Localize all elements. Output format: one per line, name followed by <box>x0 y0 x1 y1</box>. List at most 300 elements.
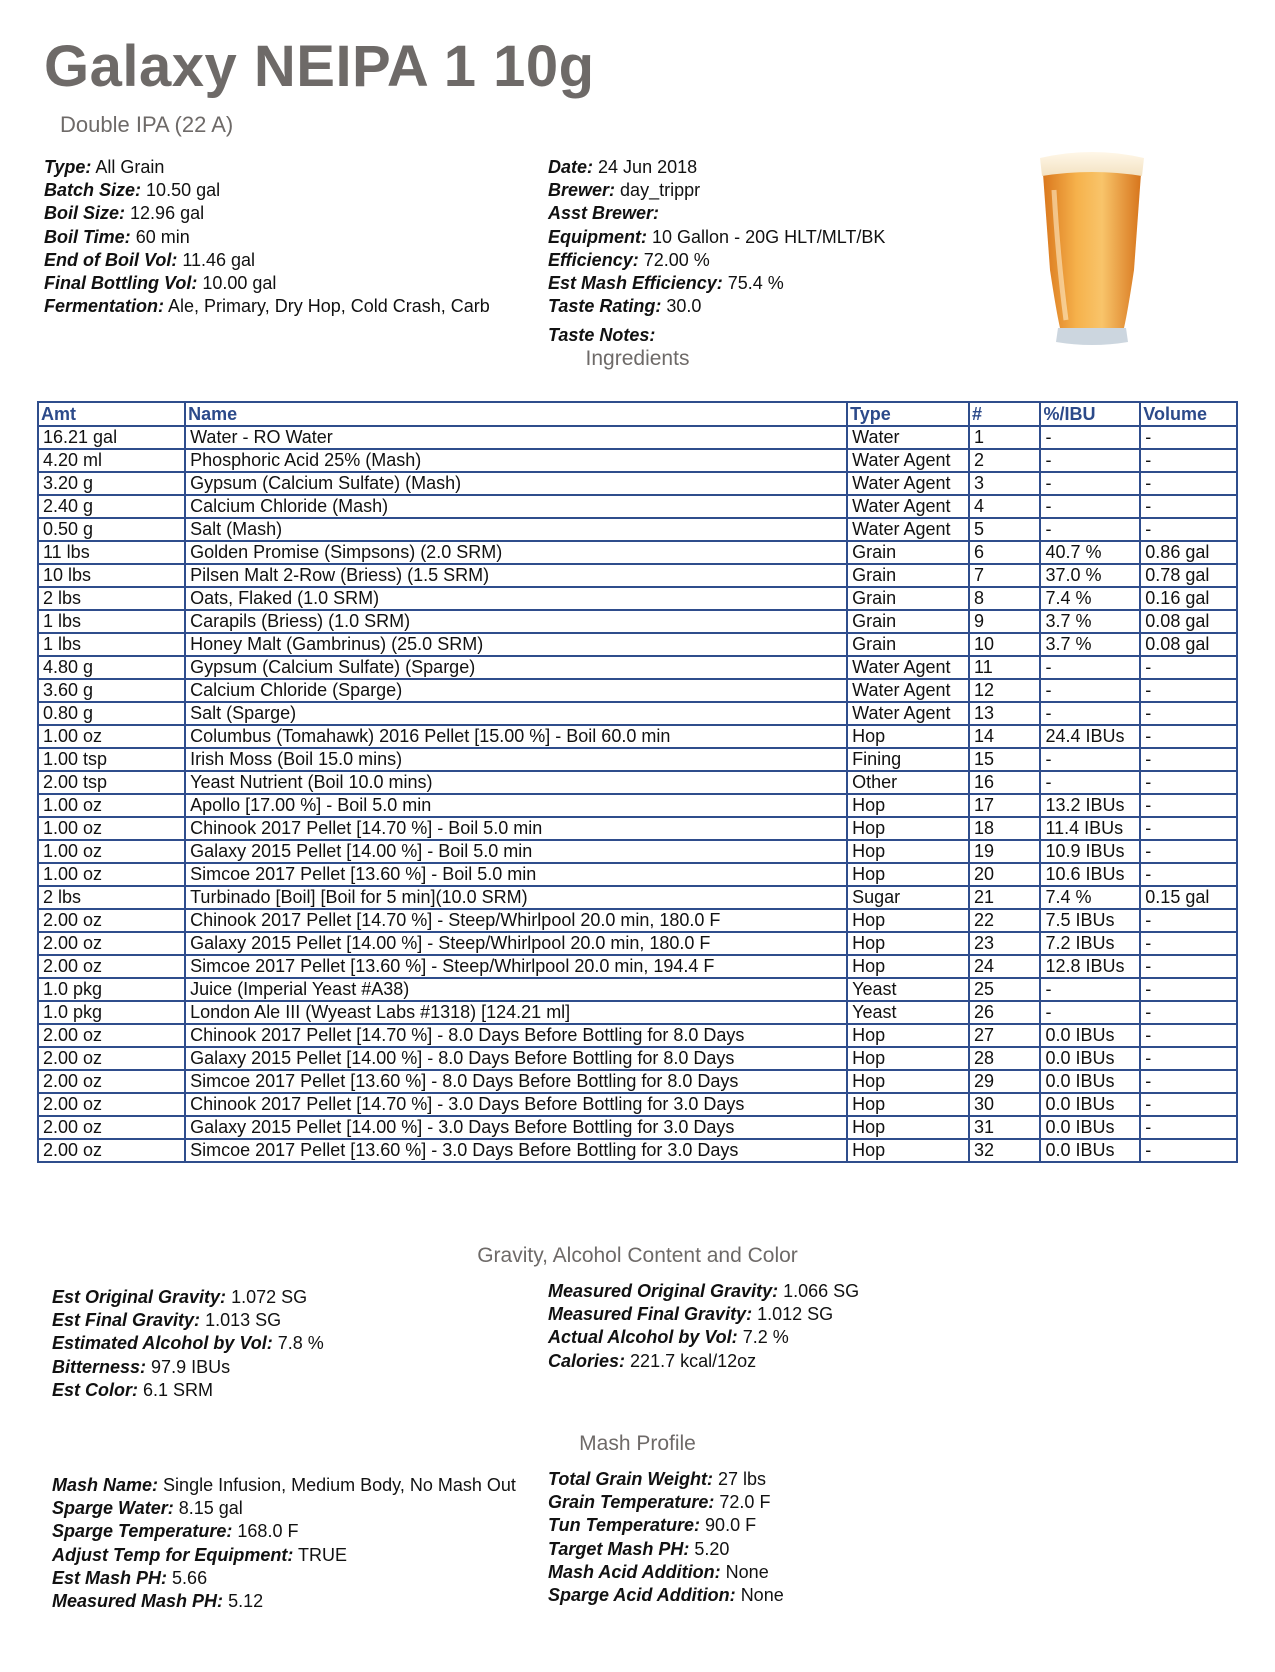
table-cell: Irish Moss (Boil 15.0 mins) <box>185 748 847 771</box>
info-left-value: 11.46 gal <box>182 249 256 270</box>
table-cell: 2.00 oz <box>38 932 185 955</box>
table-cell: Water Agent <box>847 449 969 472</box>
info-right-value: 72.00 % <box>643 249 710 270</box>
gravity-left-value: 97.9 IBUs <box>151 1356 231 1377</box>
gravity-left-label: Est Original Gravity: <box>52 1287 227 1307</box>
table-row <box>38 518 1237 541</box>
table-cell: 2.00 oz <box>38 1047 185 1070</box>
table-cell: Water Agent <box>847 679 969 702</box>
info-right-value: 75.4 % <box>727 273 784 294</box>
table-cell: Galaxy 2015 Pellet [14.00 %] - 3.0 Days Before Bottling for 3.0 Days <box>185 1116 847 1139</box>
info-left-label: Fermentation: <box>44 296 165 317</box>
table-row <box>38 1116 1237 1139</box>
info-left-row <box>44 202 514 225</box>
ingredients-header-row <box>38 402 1237 426</box>
info-left-row <box>44 156 514 179</box>
info-right-label: Equipment: <box>548 226 647 247</box>
gravity-left-row <box>52 1309 324 1332</box>
mash-right-value: None <box>740 1585 784 1606</box>
info-left-label: End of Boil Vol: <box>44 249 178 270</box>
table-cell: 31 <box>969 1116 1040 1139</box>
table-row <box>38 1001 1237 1024</box>
table-cell: 7.4 % <box>1040 886 1140 909</box>
table-cell: Water Agent <box>847 472 969 495</box>
info-right-label: Taste Notes: <box>548 325 656 346</box>
table-cell: Simcoe 2017 Pellet [13.60 %] - Boil 5.0 min <box>185 863 847 886</box>
mash-heading: Mash Profile <box>579 1432 696 1455</box>
mash-right-row <box>548 1468 784 1491</box>
table-cell: - <box>1140 1001 1237 1024</box>
table-cell: Water <box>847 426 969 449</box>
table-cell: Hop <box>847 955 969 978</box>
table-cell: - <box>1140 449 1237 472</box>
table-cell: 16.21 gal <box>38 426 185 449</box>
table-cell: 10.9 IBUs <box>1040 840 1140 863</box>
gravity-left-value: 1.072 SG <box>231 1287 308 1307</box>
mash-info-right <box>548 1468 784 1607</box>
table-cell: - <box>1040 771 1140 794</box>
table-cell: Chinook 2017 Pellet [14.70 %] - Boil 5.0 min <box>185 817 847 840</box>
mash-left-row <box>52 1520 542 1543</box>
table-row <box>38 909 1237 932</box>
table-cell: 3.60 g <box>38 679 185 702</box>
table-cell: Gypsum (Calcium Sulfate) (Mash) <box>185 472 847 495</box>
table-cell: Hop <box>847 1139 969 1162</box>
ingredients-heading: Ingredients <box>585 347 690 370</box>
mash-left-row <box>52 1567 542 1590</box>
table-cell: - <box>1140 1139 1237 1162</box>
table-row <box>38 840 1237 863</box>
info-left-value: 60 min <box>135 226 190 247</box>
table-row <box>38 817 1237 840</box>
table-row <box>38 587 1237 610</box>
info-left-value: Ale, Primary, Dry Hop, Cold Crash, Carb <box>168 296 490 317</box>
mash-left-label: Sparge Temperature: <box>52 1521 233 1542</box>
mash-left-row <box>52 1474 542 1497</box>
mash-left-value: 168.0 F <box>237 1521 299 1542</box>
table-cell: Grain <box>847 587 969 610</box>
table-cell: 2.00 oz <box>38 909 185 932</box>
gravity-left-label: Bitterness: <box>52 1356 147 1377</box>
info-left-value: 10.50 gal <box>146 180 221 201</box>
mash-right-label: Target Mash PH: <box>548 1538 690 1559</box>
gravity-left-label: Estimated Alcohol by Vol: <box>52 1333 273 1354</box>
table-row <box>38 656 1237 679</box>
table-cell: 10.6 IBUs <box>1040 863 1140 886</box>
table-row <box>38 1024 1237 1047</box>
table-cell: Other <box>847 771 969 794</box>
info-left-label: Final Bottling Vol: <box>44 273 198 294</box>
info-right-value: 24 Jun 2018 <box>598 157 698 177</box>
table-cell: 10 lbs <box>38 564 185 587</box>
table-cell: Water - RO Water <box>185 426 847 449</box>
table-cell: 7.4 % <box>1040 587 1140 610</box>
mash-right-value: 27 lbs <box>718 1469 767 1489</box>
table-row <box>38 610 1237 633</box>
info-left-value: 12.96 gal <box>130 203 205 224</box>
column-header: Volume <box>1140 402 1237 426</box>
table-cell: 0.0 IBUs <box>1040 1070 1140 1093</box>
table-cell: 13 <box>969 702 1040 725</box>
table-cell: - <box>1140 748 1237 771</box>
table-cell: Calcium Chloride (Mash) <box>185 495 847 518</box>
gravity-right-row <box>548 1326 859 1349</box>
gravity-info-left <box>52 1286 324 1402</box>
info-left-row <box>44 249 514 272</box>
mash-left-label: Est Mash PH: <box>52 1567 168 1588</box>
table-cell: 40.7 % <box>1040 541 1140 564</box>
gravity-right-label: Measured Original Gravity: <box>548 1281 779 1301</box>
table-cell: 0.08 gal <box>1140 610 1237 633</box>
info-right-label: Brewer: <box>548 180 616 201</box>
table-cell: 18 <box>969 817 1040 840</box>
table-cell: 3.7 % <box>1040 633 1140 656</box>
table-row <box>38 886 1237 909</box>
table-cell: 23 <box>969 932 1040 955</box>
table-cell: 37.0 % <box>1040 564 1140 587</box>
table-cell: 0.0 IBUs <box>1040 1093 1140 1116</box>
gravity-right-value: 1.012 SG <box>757 1304 834 1325</box>
mash-right-label: Mash Acid Addition: <box>548 1561 721 1582</box>
table-cell: 5 <box>969 518 1040 541</box>
mash-left-label: Mash Name: <box>52 1475 159 1495</box>
table-cell: Oats, Flaked (1.0 SRM) <box>185 587 847 610</box>
gravity-info-right <box>548 1280 859 1373</box>
table-cell: 4 <box>969 495 1040 518</box>
table-cell: 4.20 ml <box>38 449 185 472</box>
table-cell: Gypsum (Calcium Sulfate) (Sparge) <box>185 656 847 679</box>
mash-info-left <box>52 1474 542 1613</box>
gravity-right-value: 7.2 % <box>742 1327 789 1348</box>
ingredients-table <box>37 401 1238 1163</box>
table-cell: 0.15 gal <box>1140 886 1237 909</box>
table-cell: Galaxy 2015 Pellet [14.00 %] - 8.0 Days Before Bottling for 8.0 Days <box>185 1047 847 1070</box>
table-row <box>38 771 1237 794</box>
table-cell: 21 <box>969 886 1040 909</box>
table-cell: 2.00 oz <box>38 1093 185 1116</box>
gravity-left-value: 6.1 SRM <box>143 1379 214 1400</box>
gravity-heading: Gravity, Alcohol Content and Color <box>477 1244 798 1267</box>
mash-right-value: 90.0 F <box>705 1515 757 1536</box>
table-cell: - <box>1140 1116 1237 1139</box>
mash-left-row <box>52 1497 542 1520</box>
table-cell: Simcoe 2017 Pellet [13.60 %] - 8.0 Days Before Bottling for 8.0 Days <box>185 1070 847 1093</box>
table-cell: 9 <box>969 610 1040 633</box>
table-cell: 1 lbs <box>38 610 185 633</box>
table-cell: - <box>1140 932 1237 955</box>
table-cell: 4.80 g <box>38 656 185 679</box>
table-cell: 7 <box>969 564 1040 587</box>
table-row <box>38 1070 1237 1093</box>
info-left-row <box>44 295 514 318</box>
table-cell: Yeast <box>847 978 969 1001</box>
info-right-row <box>548 202 978 225</box>
table-cell: - <box>1040 518 1140 541</box>
table-cell: Yeast Nutrient (Boil 10.0 mins) <box>185 771 847 794</box>
table-row <box>38 541 1237 564</box>
table-cell: - <box>1140 955 1237 978</box>
table-cell: Phosphoric Acid 25% (Mash) <box>185 449 847 472</box>
gravity-left-row <box>52 1356 324 1379</box>
table-cell: 13.2 IBUs <box>1040 794 1140 817</box>
table-cell: - <box>1140 978 1237 1001</box>
mash-left-value: 5.66 <box>172 1567 208 1588</box>
table-row <box>38 932 1237 955</box>
table-cell: 1 lbs <box>38 633 185 656</box>
table-cell: Yeast <box>847 1001 969 1024</box>
table-cell: Hop <box>847 1047 969 1070</box>
table-cell: - <box>1140 725 1237 748</box>
table-cell: 0.0 IBUs <box>1040 1024 1140 1047</box>
table-cell: 16 <box>969 771 1040 794</box>
table-cell: 2.00 oz <box>38 1139 185 1162</box>
table-cell: - <box>1040 978 1140 1001</box>
info-right-label: Asst Brewer: <box>548 203 660 224</box>
gravity-left-value: 7.8 % <box>277 1333 324 1354</box>
table-cell: 24.4 IBUs <box>1040 725 1140 748</box>
table-cell: 1.00 oz <box>38 840 185 863</box>
mash-right-label: Tun Temperature: <box>548 1515 701 1536</box>
table-cell: 17 <box>969 794 1040 817</box>
gravity-right-label: Measured Final Gravity: <box>548 1304 753 1325</box>
table-cell: 32 <box>969 1139 1040 1162</box>
table-cell: 1.00 oz <box>38 794 185 817</box>
table-cell: Apollo [17.00 %] - Boil 5.0 min <box>185 794 847 817</box>
table-cell: Juice (Imperial Yeast #A38) <box>185 978 847 1001</box>
info-right-label: Efficiency: <box>548 249 639 270</box>
table-cell: - <box>1140 679 1237 702</box>
table-row <box>38 633 1237 656</box>
recipe-title: Galaxy NEIPA 1 10g <box>44 34 595 99</box>
table-row <box>38 1047 1237 1070</box>
table-cell: Chinook 2017 Pellet [14.70 %] - 3.0 Days Before Bottling for 3.0 Days <box>185 1093 847 1116</box>
table-cell: 20 <box>969 863 1040 886</box>
table-row <box>38 955 1237 978</box>
table-row <box>38 449 1237 472</box>
table-cell: - <box>1040 656 1140 679</box>
table-cell: Water Agent <box>847 656 969 679</box>
table-cell: Hop <box>847 909 969 932</box>
table-cell: Columbus (Tomahawk) 2016 Pellet [15.00 %] - Boil 60.0 min <box>185 725 847 748</box>
table-cell: 0.16 gal <box>1140 587 1237 610</box>
table-cell: 24 <box>969 955 1040 978</box>
table-cell: Hop <box>847 863 969 886</box>
table-row <box>38 794 1237 817</box>
table-cell: Water Agent <box>847 702 969 725</box>
mash-right-label: Sparge Acid Addition: <box>548 1585 736 1606</box>
table-cell: 0.0 IBUs <box>1040 1047 1140 1070</box>
info-right-value: day_trippr <box>620 180 701 201</box>
gravity-left-row <box>52 1332 324 1355</box>
table-cell: Grain <box>847 610 969 633</box>
table-cell: 8 <box>969 587 1040 610</box>
table-cell: Grain <box>847 564 969 587</box>
table-cell: - <box>1140 840 1237 863</box>
table-cell: 30 <box>969 1093 1040 1116</box>
gravity-right-row <box>548 1350 859 1373</box>
table-cell: - <box>1140 909 1237 932</box>
gravity-left-label: Est Color: <box>52 1379 139 1400</box>
table-cell: 2.00 tsp <box>38 771 185 794</box>
table-cell: - <box>1140 863 1237 886</box>
gravity-right-label: Calories: <box>548 1350 626 1371</box>
table-cell: - <box>1040 1001 1140 1024</box>
table-cell: 3.7 % <box>1040 610 1140 633</box>
table-cell: 0.78 gal <box>1140 564 1237 587</box>
table-row <box>38 1093 1237 1116</box>
table-cell: - <box>1040 472 1140 495</box>
table-cell: - <box>1140 472 1237 495</box>
beer-glass-icon <box>1036 150 1148 350</box>
table-cell: Grain <box>847 541 969 564</box>
table-cell: 11.4 IBUs <box>1040 817 1140 840</box>
info-right-row <box>548 295 978 318</box>
info-left-value: 10.00 gal <box>202 273 277 294</box>
column-header: %/IBU <box>1040 402 1140 426</box>
table-cell: Galaxy 2015 Pellet [14.00 %] - Steep/Whirlpool 20.0 min, 180.0 F <box>185 932 847 955</box>
table-cell: Fining <box>847 748 969 771</box>
table-cell: 10 <box>969 633 1040 656</box>
recipe-info-left <box>44 156 514 318</box>
table-cell: 19 <box>969 840 1040 863</box>
info-left-label: Boil Time: <box>44 226 131 247</box>
table-cell: Hop <box>847 1116 969 1139</box>
gravity-left-label: Est Final Gravity: <box>52 1310 201 1331</box>
table-cell: 3.20 g <box>38 472 185 495</box>
table-cell: Salt (Mash) <box>185 518 847 541</box>
mash-right-label: Grain Temperature: <box>548 1492 715 1513</box>
mash-right-label: Total Grain Weight: <box>548 1469 713 1489</box>
table-cell: 1.0 pkg <box>38 978 185 1001</box>
table-cell: 0.0 IBUs <box>1040 1116 1140 1139</box>
column-header: Name <box>185 402 847 426</box>
info-right-label: Date: <box>548 157 594 177</box>
mash-left-label: Measured Mash PH: <box>52 1591 224 1612</box>
mash-right-row <box>548 1491 784 1514</box>
table-cell: Hop <box>847 1024 969 1047</box>
gravity-right-row <box>548 1303 859 1326</box>
info-right-row <box>548 156 978 179</box>
mash-left-value: 5.12 <box>228 1591 264 1612</box>
table-cell: Salt (Sparge) <box>185 702 847 725</box>
table-cell: - <box>1140 656 1237 679</box>
table-cell: 2 lbs <box>38 587 185 610</box>
mash-left-label: Adjust Temp for Equipment: <box>52 1544 294 1565</box>
info-left-label: Boil Size: <box>44 203 126 224</box>
table-cell: Pilsen Malt 2-Row (Briess) (1.5 SRM) <box>185 564 847 587</box>
table-cell: - <box>1040 702 1140 725</box>
table-cell: Turbinado [Boil] [Boil for 5 min](10.0 SRM) <box>185 886 847 909</box>
info-right-value: 10 Gallon - 20G HLT/MLT/BK <box>652 226 886 247</box>
table-cell: Simcoe 2017 Pellet [13.60 %] - 3.0 Days Before Bottling for 3.0 Days <box>185 1139 847 1162</box>
table-cell: 12 <box>969 679 1040 702</box>
gravity-right-row <box>548 1280 859 1303</box>
table-cell: 0.50 g <box>38 518 185 541</box>
table-cell: 12.8 IBUs <box>1040 955 1140 978</box>
table-cell: 1.00 oz <box>38 863 185 886</box>
table-cell: - <box>1140 1070 1237 1093</box>
table-row <box>38 426 1237 449</box>
table-row <box>38 679 1237 702</box>
table-cell: Hop <box>847 840 969 863</box>
table-cell: Simcoe 2017 Pellet [13.60 %] - Steep/Whirlpool 20.0 min, 194.4 F <box>185 955 847 978</box>
table-cell: Hop <box>847 932 969 955</box>
table-cell: - <box>1040 495 1140 518</box>
info-right-label: Taste Rating: <box>548 296 662 317</box>
table-cell: 27 <box>969 1024 1040 1047</box>
table-cell: - <box>1140 1093 1237 1116</box>
table-cell: 2.00 oz <box>38 1116 185 1139</box>
table-row <box>38 725 1237 748</box>
info-right-row <box>548 226 978 249</box>
info-right-row <box>548 249 978 272</box>
table-cell: Galaxy 2015 Pellet [14.00 %] - Boil 5.0 min <box>185 840 847 863</box>
mash-right-value: 72.0 F <box>719 1492 771 1513</box>
column-header: Amt <box>38 402 185 426</box>
table-cell: 26 <box>969 1001 1040 1024</box>
table-cell: 2 <box>969 449 1040 472</box>
table-cell: - <box>1140 1047 1237 1070</box>
table-cell: Hop <box>847 725 969 748</box>
table-cell: 2.00 oz <box>38 1024 185 1047</box>
table-cell: 11 lbs <box>38 541 185 564</box>
info-left-row <box>44 179 514 202</box>
mash-right-row <box>548 1584 784 1607</box>
table-cell: Carapils (Briess) (1.0 SRM) <box>185 610 847 633</box>
table-cell: 1.00 oz <box>38 817 185 840</box>
table-row <box>38 564 1237 587</box>
table-cell: 25 <box>969 978 1040 1001</box>
table-cell: 0.80 g <box>38 702 185 725</box>
table-cell: - <box>1040 748 1140 771</box>
table-cell: 2.40 g <box>38 495 185 518</box>
gravity-right-label: Actual Alcohol by Vol: <box>548 1327 738 1348</box>
table-cell: 2 lbs <box>38 886 185 909</box>
table-cell: - <box>1140 794 1237 817</box>
table-cell: Calcium Chloride (Sparge) <box>185 679 847 702</box>
table-cell: 0.0 IBUs <box>1040 1139 1140 1162</box>
info-left-label: Batch Size: <box>44 180 142 201</box>
table-cell: 0.08 gal <box>1140 633 1237 656</box>
mash-left-value: TRUE <box>298 1544 348 1565</box>
info-right-row <box>548 179 978 202</box>
table-cell: 1.0 pkg <box>38 1001 185 1024</box>
mash-left-row <box>52 1590 542 1613</box>
recipe-info-right <box>548 156 978 348</box>
info-right-value: 30.0 <box>666 296 702 317</box>
table-cell: Water Agent <box>847 518 969 541</box>
table-cell: Honey Malt (Gambrinus) (25.0 SRM) <box>185 633 847 656</box>
table-cell: - <box>1040 449 1140 472</box>
table-cell: 7.2 IBUs <box>1040 932 1140 955</box>
gravity-left-value: 1.013 SG <box>205 1310 282 1331</box>
table-cell: Chinook 2017 Pellet [14.70 %] - 8.0 Days Before Bottling for 8.0 Days <box>185 1024 847 1047</box>
mash-right-row <box>548 1514 784 1537</box>
table-row <box>38 748 1237 771</box>
table-cell: Golden Promise (Simpsons) (2.0 SRM) <box>185 541 847 564</box>
table-row <box>38 495 1237 518</box>
table-cell: 0.86 gal <box>1140 541 1237 564</box>
table-cell: Hop <box>847 1070 969 1093</box>
table-cell: 28 <box>969 1047 1040 1070</box>
table-cell: - <box>1140 817 1237 840</box>
table-row <box>38 863 1237 886</box>
table-cell: Chinook 2017 Pellet [14.70 %] - Steep/Whirlpool 20.0 min, 180.0 F <box>185 909 847 932</box>
mash-right-row <box>548 1538 784 1561</box>
info-right-row <box>548 272 978 295</box>
mash-right-value: None <box>725 1561 769 1582</box>
table-cell: 1.00 oz <box>38 725 185 748</box>
